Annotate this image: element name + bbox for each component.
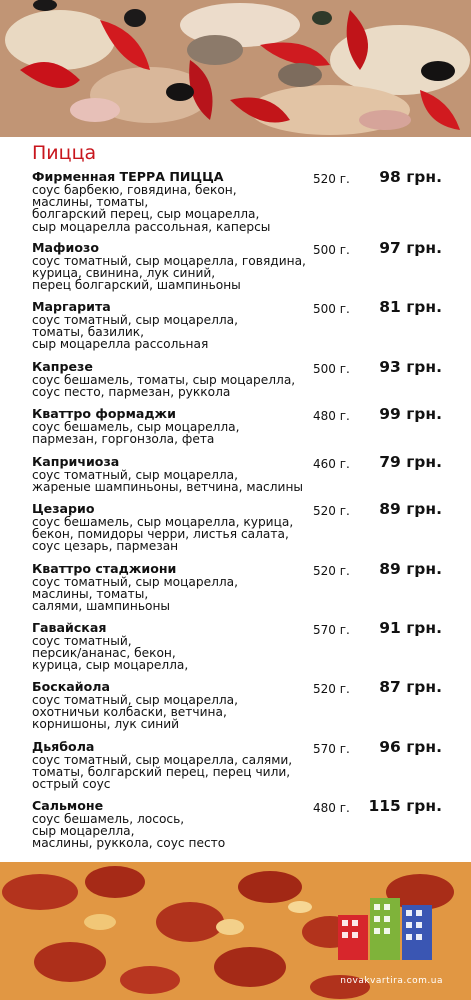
item-weight: 500 г. <box>313 243 350 257</box>
item-name: Маргарита <box>32 299 111 314</box>
menu-item <box>32 740 442 791</box>
item-name: Кваттро формаджи <box>32 406 176 421</box>
item-price: 87 грн. <box>379 678 442 696</box>
item-description: соус томатный, персик/ананас, бекон, курица, сыр моцарелла, <box>32 634 189 673</box>
item-price: 93 грн. <box>379 358 442 376</box>
menu-item <box>32 621 442 672</box>
menu-item <box>32 407 442 445</box>
item-description: соус бешамель, сыр моцарелла, пармезан, горгонзола, фета <box>32 420 240 447</box>
item-name: Цезарио <box>32 501 95 516</box>
menu-item <box>32 562 442 613</box>
item-weight: 480 г. <box>313 801 350 815</box>
item-price: 98 грн. <box>379 168 442 186</box>
watermark-text: novakvartira.com.ua <box>340 976 443 986</box>
item-price: 91 грн. <box>379 619 442 637</box>
item-description: соус бешамель, томаты, сыр моцарелла, соус песто, пармезан, руккола <box>32 373 296 400</box>
item-description: соус томатный, сыр моцарелла, жареные шампиньоны, ветчина, маслины <box>32 468 304 495</box>
menu-item <box>32 300 442 351</box>
item-weight: 480 г. <box>313 409 350 423</box>
item-name: Гавайская <box>32 620 107 635</box>
item-weight: 520 г. <box>313 564 350 578</box>
item-name: Фирменная ТЕРРА ПИЦЦА <box>32 169 224 184</box>
item-price: 99 грн. <box>379 405 442 423</box>
menu-item <box>32 680 442 731</box>
item-price: 81 грн. <box>379 298 442 316</box>
item-price: 89 грн. <box>379 500 442 518</box>
item-name: Боскайола <box>32 679 110 694</box>
menu-item <box>32 241 442 292</box>
item-name: Капрезе <box>32 359 93 374</box>
item-name: Дьябола <box>32 739 95 754</box>
item-description: соус бешамель, лосось, сыр моцарелла, маслины, руккола, соус песто <box>32 812 226 851</box>
item-description: соус томатный, сыр моцарелла, салями, томаты, болгарский перец, перец чили, острый соус <box>32 753 293 792</box>
item-price: 96 грн. <box>379 738 442 756</box>
item-weight: 570 г. <box>313 742 350 756</box>
item-price: 115 грн. <box>368 797 442 815</box>
item-weight: 570 г. <box>313 623 350 637</box>
item-weight: 460 г. <box>313 457 350 471</box>
menu-item <box>32 170 442 233</box>
item-name: Кваттро стаджиони <box>32 561 177 576</box>
item-name: Мафиозо <box>32 240 99 255</box>
item-description: соус томатный, сыр моцарелла, маслины, томаты, салями, шампиньоны <box>32 575 239 614</box>
item-description: соус томатный, сыр моцарелла, охотничьи колбаски, ветчина, корнишоны, лук синий <box>32 693 239 732</box>
menu-item <box>32 360 442 398</box>
item-price: 97 грн. <box>379 239 442 257</box>
section-title: Пицца <box>32 142 97 164</box>
menu-item <box>32 455 442 493</box>
item-description: соус томатный, сыр моцарелла, говядина, курица, свинина, лук синий, перец болгарский, шампиньоны <box>32 254 306 293</box>
item-weight: 500 г. <box>313 302 350 316</box>
menu-item <box>32 799 442 850</box>
watermark-logo <box>338 890 448 960</box>
item-weight: 520 г. <box>313 504 350 518</box>
item-price: 89 грн. <box>379 560 442 578</box>
item-description: соус барбекю, говядина, бекон, маслины, томаты, болгарский перец, сыр моцарелла, сыр моцарелла рассольная, каперсы <box>32 183 271 234</box>
item-name: Сальмоне <box>32 798 104 813</box>
item-weight: 520 г. <box>313 682 350 696</box>
item-description: соус томатный, сыр моцарелла, томаты, базилик, сыр моцарелла рассольная <box>32 313 239 352</box>
top-pizza-photo <box>0 0 471 137</box>
item-description: соус бешамель, сыр моцарелла, курица, бекон, помидоры черри, листья салата, соус цезарь, пармезан <box>32 515 294 554</box>
menu-item <box>32 502 442 553</box>
item-price: 79 грн. <box>379 453 442 471</box>
item-name: Капричиоза <box>32 454 120 469</box>
item-weight: 500 г. <box>313 362 350 376</box>
item-weight: 520 г. <box>313 172 350 186</box>
